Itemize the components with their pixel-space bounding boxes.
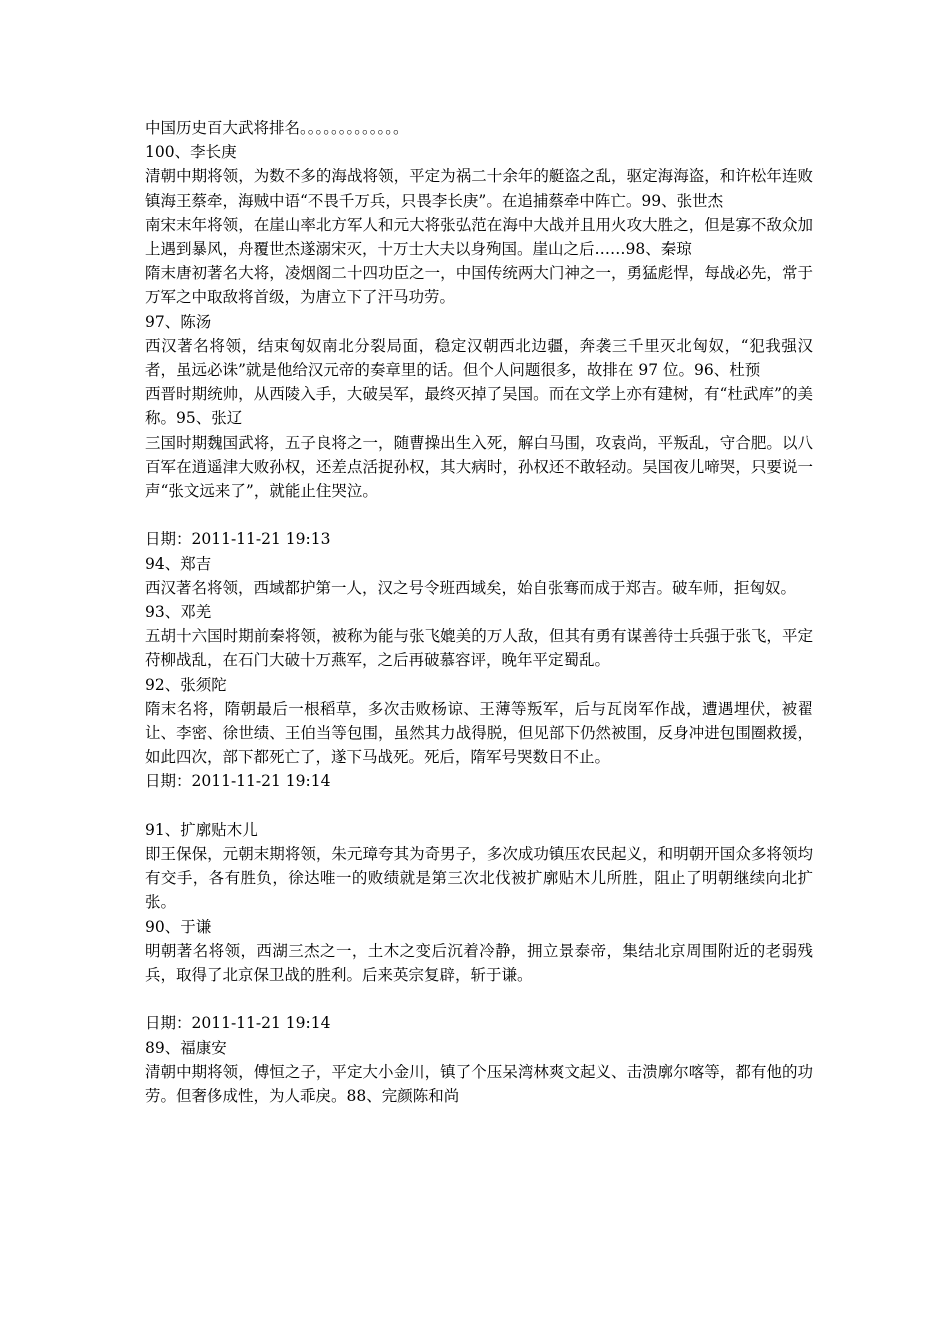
entry-text: 西晋时期统帅，从西陵入手，大破吴军，最终灭掉了吴国。而在文学上亦有建树，有“杜武库”的美称。95、张辽 [145, 385, 813, 428]
entry-text: 清朝中期将领，为数不多的海战将领，平定为祸二十余年的艇盗之乱，驱定海海盗，和许松年连败镇海王蔡牵，海贼中语“不畏千万兵，只畏李长庚”。在追捕蔡牵中阵亡。99、张世杰 [145, 167, 813, 210]
entry-text: 南宋末年将领，在崖山率北方军人和元大将张弘范在海中大战并且用火攻大胜之，但是寡不敌众加上遇到暴风，舟覆世杰遂溺宋灭，十万士大夫以身殉国。崖山之后……98、秦琼 [145, 215, 813, 259]
entry-heading: 91、扩廓贴木儿 [145, 820, 258, 839]
entry-text: 西汉著名将领，结束匈奴南北分裂局面，稳定汉朝西北边疆，奔袭三千里灭北匈奴，“犯我强汉者，虽远必诛”就是他给汉元帝的奏章里的话。但个人问题很多，故排在 97 位。96、杜预 [145, 336, 813, 380]
post-date: 日期：2011-11-21 19:13 [145, 530, 331, 549]
blank-line [145, 794, 813, 818]
entry-text: 三国时期魏国武将，五子良将之一，随曹操出生入死，解白马围，攻袁尚，平叛乱，守合肥。以八百军在逍遥津大败孙权，还差点活捉孙权，其大病时，孙权还不敢轻动。吴国夜儿啼哭，只要说一声“张文远来了”，就能止住哭泣。 [145, 433, 813, 501]
entry-heading: 90、于谦 [145, 917, 212, 936]
blank-line [145, 503, 813, 527]
entry-heading: 100、李长庚 [145, 143, 237, 162]
entry-text: 西汉著名将领，西域都护第一人，汉之号令班西域矣，始自张骞而成于郑吉。破车师，拒匈奴。 [145, 578, 797, 597]
entry-heading: 92、张须陀 [145, 675, 227, 694]
entry-heading: 93、邓羌 [145, 603, 212, 622]
entry-heading: 94、郑吉 [145, 554, 212, 573]
entry-heading: 89、福康安 [145, 1038, 227, 1057]
document-body [145, 116, 813, 1108]
post-date: 日期：2011-11-21 19:14 [145, 772, 331, 791]
document-title: 中国历史百大武将排名。。。。。。。。。。。。。 [145, 119, 409, 137]
entry-text: 清朝中期将领，傅恒之子，平定大小金川，镇了个压呆湾林爽文起义、击溃廓尔喀等，都有他的功劳。但奢侈成性，为人乖戾。88、完颜陈和尚 [145, 1062, 813, 1106]
entry-text: 隋末名将，隋朝最后一根稻草，多次击败杨谅、王薄等叛军，后与瓦岗军作战，遭遇埋伏，被翟让、李密、徐世绩、王伯当等包围，虽然其力战得脱，但见部下仍然被围，反身冲进包围圈救援，如此四次，部下都死亡了，遂下马战死。死后，隋军号哭数日不止。 [145, 699, 813, 767]
entry-text: 即王保保，元朝末期将领，朱元璋夸其为奇男子，多次成功镇压农民起义，和明朝开国众多将领均有交手，各有胜负，徐达唯一的败绩就是第三次北伐被扩廓贴木儿所胜，阻止了明朝继续向北扩张。 [145, 845, 813, 912]
blank-line [145, 987, 813, 1011]
entry-text: 五胡十六国时期前秦将领，被称为能与张飞媲美的万人敌，但其有勇有谋善待士兵强于张飞，平定苻柳战乱，在石门大破十万燕军，之后再破慕容评，晚年平定蜀乱。 [145, 627, 813, 670]
entry-text: 隋末唐初著名大将，凌烟阁二十四功臣之一，中国传统两大门神之一，勇猛彪悍，每战必先，常于万军之中取敌将首级，为唐立下了汗马功劳。 [145, 264, 813, 307]
post-date: 日期：2011-11-21 19:14 [145, 1014, 331, 1033]
entry-heading: 97、陈汤 [145, 312, 212, 331]
entry-text: 明朝著名将领，西湖三杰之一，土木之变后沉着冷静，拥立景泰帝，集结北京周围附近的老弱残兵，取得了北京保卫战的胜利。后来英宗复辟，斩于谦。 [145, 941, 813, 985]
